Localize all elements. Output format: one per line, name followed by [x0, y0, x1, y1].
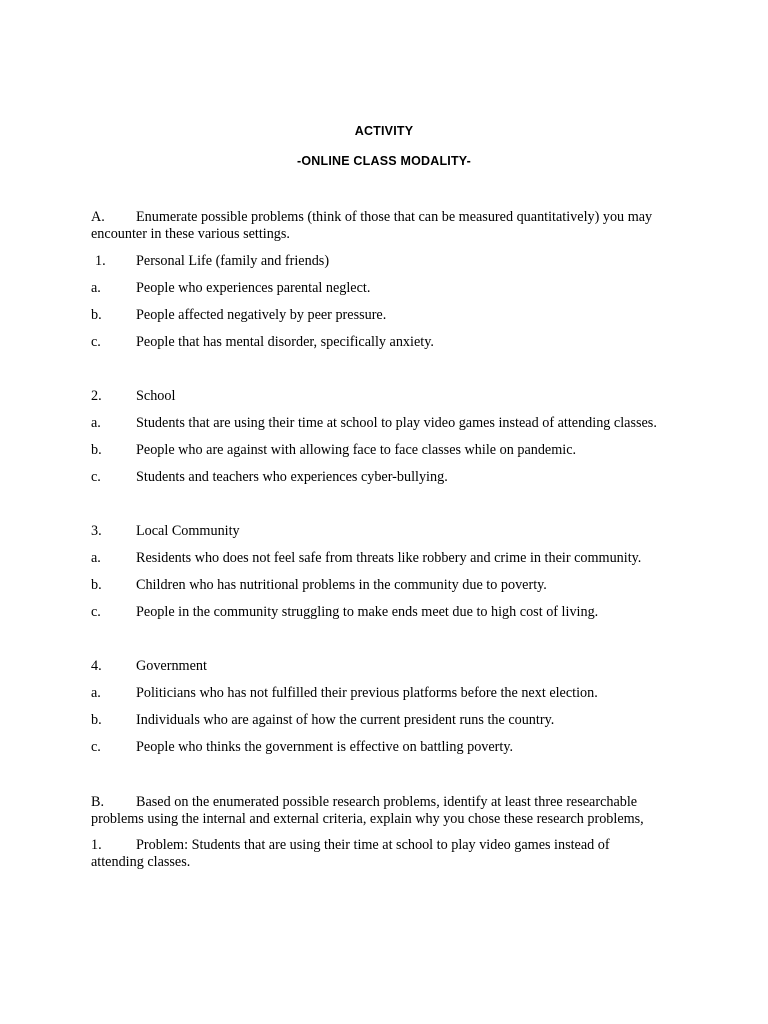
- group-number: 2.: [91, 388, 102, 404]
- item-marker: b.: [91, 307, 102, 323]
- group-number: 3.: [91, 523, 102, 539]
- item-marker: b.: [91, 442, 102, 458]
- item-text: People who are against with allowing face to face classes while on pandemic.: [136, 442, 577, 458]
- section-a-line1: Enumerate possible problems (think of those that can be measured quantitatively) you may: [136, 209, 653, 225]
- item-marker: c.: [91, 469, 101, 485]
- section-b-marker: B.: [91, 794, 105, 810]
- item-marker: b.: [91, 577, 102, 593]
- group-number: 1.: [95, 253, 106, 269]
- item-text: People affected negatively by peer pressure.: [136, 307, 387, 323]
- section-b-line1: Based on the enumerated possible research problems, identify at least three researchable: [136, 794, 638, 810]
- item-marker: b.: [91, 712, 102, 728]
- item-text: Politicians who has not fulfilled their previous platforms before the next election.: [136, 685, 598, 701]
- item-marker: a.: [91, 280, 101, 296]
- item-marker: c.: [91, 739, 101, 755]
- section-a-marker: A.: [91, 209, 105, 225]
- item-text: Students that are using their time at school to play video games instead of attending classes.: [136, 415, 657, 431]
- item-text: Children who has nutritional problems in the community due to poverty.: [136, 577, 547, 593]
- item-marker: c.: [91, 604, 101, 620]
- item-text: People who experiences parental neglect.: [136, 280, 371, 296]
- group-heading: Government: [136, 658, 207, 674]
- problem-1-marker: 1.: [91, 837, 102, 853]
- item-text: Individuals who are against of how the current president runs the country.: [136, 712, 555, 728]
- document-title: ACTIVITY: [354, 124, 414, 138]
- group-heading: School: [136, 388, 176, 404]
- item-text: People in the community struggling to make ends meet due to high cost of living.: [136, 604, 599, 620]
- item-marker: c.: [91, 334, 101, 350]
- document-subtitle: -ONLINE CLASS MODALITY-: [296, 154, 472, 168]
- item-marker: a.: [91, 415, 101, 431]
- problem-1-line2: attending classes.: [91, 854, 191, 870]
- group-heading: Local Community: [136, 523, 240, 539]
- group-number: 4.: [91, 658, 102, 674]
- item-text: People that has mental disorder, specifically anxiety.: [136, 334, 434, 350]
- item-text: People who thinks the government is effective on battling poverty.: [136, 739, 514, 755]
- problem-1-line1: Problem: Students that are using their time at school to play video games instead of: [136, 837, 610, 853]
- group-heading: Personal Life (family and friends): [136, 253, 330, 269]
- item-marker: a.: [91, 685, 101, 701]
- section-a-line2: encounter in these various settings.: [91, 226, 290, 242]
- item-marker: a.: [91, 550, 101, 566]
- item-text: Residents who does not feel safe from threats like robbery and crime in their community.: [136, 550, 642, 566]
- item-text: Students and teachers who experiences cyber-bullying.: [136, 469, 448, 485]
- section-b-line2: problems using the internal and external criteria, explain why you chose these research problems,: [91, 811, 644, 827]
